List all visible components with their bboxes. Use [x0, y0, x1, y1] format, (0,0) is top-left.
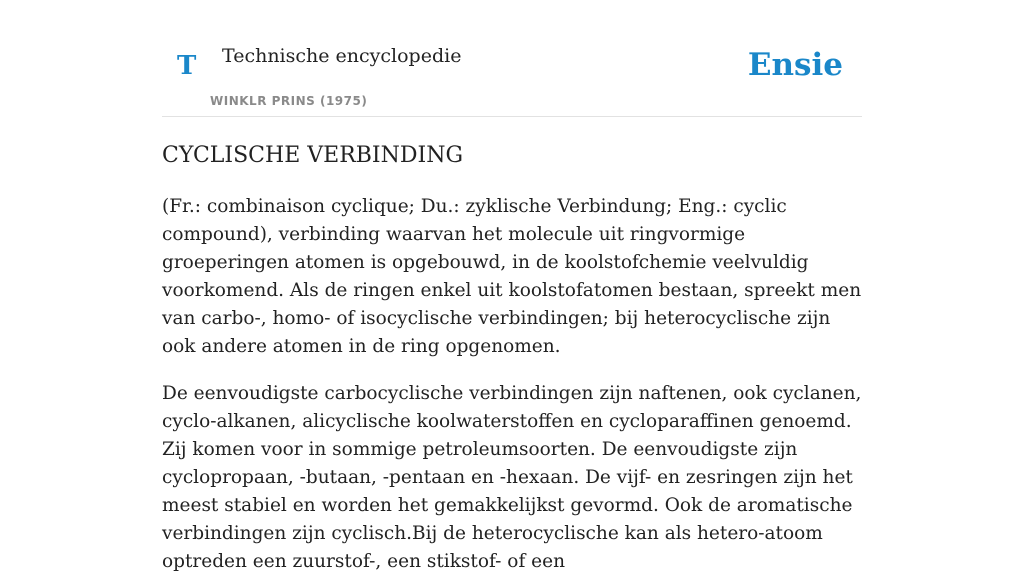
- book-initial-logo[interactable]: T: [177, 51, 197, 81]
- entry-title: CYCLISCHE VERBINDING: [162, 143, 464, 168]
- book-source: WINKLR PRINS (1975): [210, 94, 368, 108]
- book-header: [162, 0, 862, 117]
- page: [162, 0, 862, 576]
- book-title-link[interactable]: Technische encyclopedie: [222, 45, 462, 67]
- entry-paragraph-1: (Fr.: combinaison cyclique; Du.: zyklische Verbindung; Eng.: cyclic compound), verbinding waarvan het molecule uit ringvormige groeperingen atomen is opgebouwd, in de koolstofchemie veelvuldig voorkomend. Als de ringen enkel uit koolstofatomen bestaan, spreekt men van carbo-, homo- of isocyclische verbindingen; bij heterocyclische zijn ook andere atomen in de ring opgenomen.: [162, 196, 862, 357]
- brand-logo[interactable]: Ensie: [747, 47, 843, 83]
- entry-paragraph-2: De eenvoudigste carbocyclische verbindingen zijn naftenen, ook cyclanen, cyclo-alkanen, alicyclische koolwaterstoffen en cycloparaffinen genoemd. Zij komen voor in sommige petroleumsoorten. De eenvoudigste zijn cyclopropaan, -butaan, -pentaan en -hexaan. De vijf- en zesringen zijn het meest stabiel en worden het gemakkelijkst gevormd. Ook de aromatische verbindingen zijn cyclisch.Bij de heterocyclische kan als hetero-atoom optreden een zuurstof-, een stikstof- of een: [162, 383, 862, 572]
